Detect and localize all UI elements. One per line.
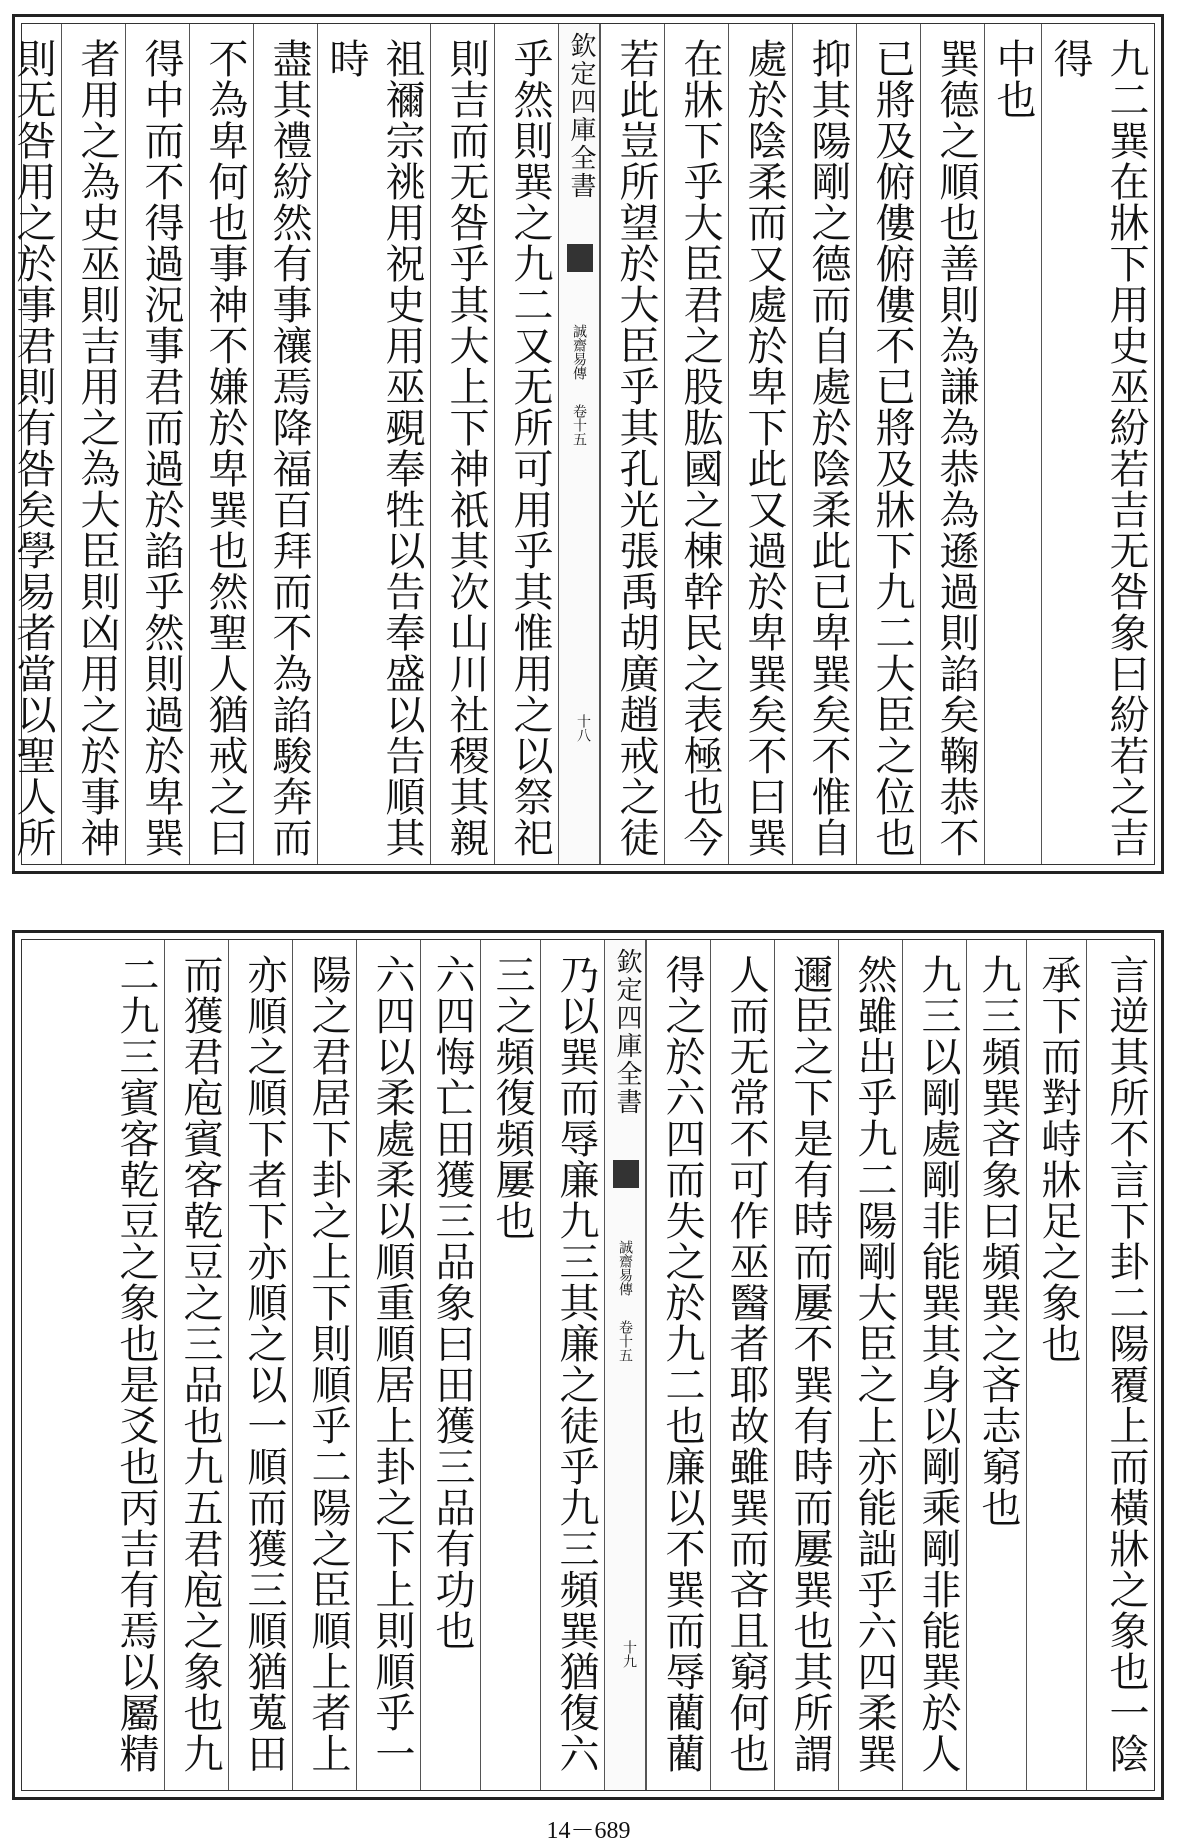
- center-spine: [558, 24, 600, 864]
- text-column: 者用之為史巫則吉用之為大臣則凶用之於事神: [61, 24, 125, 864]
- text-column: 乃以巽而辱廉九三其廉之徒乎九三頻巽猶復六: [540, 940, 604, 1790]
- top-page-columns: [10, 24, 1154, 864]
- text-column: 而獲君庖賓客乾豆之三品也九五君庖之象也九: [164, 940, 228, 1790]
- text-column: 巽德之順也善則為謙為恭為遜過則諂矣鞠恭不: [920, 24, 984, 864]
- text-column: 處於陰柔而又處於卑下此又過於卑巽矣不曰巽: [728, 24, 792, 864]
- text-column: 已將及俯僂俯僂不已將及牀下九二大臣之位也: [856, 24, 920, 864]
- spine-book-name: 誠齋易傳: [571, 324, 587, 380]
- top-page: [12, 14, 1164, 874]
- text-column: 邇臣之下是有時而屢不巽有時而屢巽也其所謂: [774, 940, 838, 1790]
- text-column: 六四悔亡田獲三品象曰田獲三品有功也: [420, 940, 480, 1790]
- text-column: 九三頻巽吝象曰頻巽之吝志窮也: [966, 940, 1026, 1790]
- text-column: 人而无常不可作巫醫者耶故雖巽而吝且窮何也: [710, 940, 774, 1790]
- text-column: 盡其禮紛然有事禳焉降福百拜而不為諂駿奔而: [253, 24, 317, 864]
- text-column: 若此豈所望於大臣乎其孔光張禹胡廣趙戒之徒: [600, 24, 664, 864]
- spine-fish-tail-mark: [567, 244, 593, 272]
- spine-fish-tail-mark: [613, 1160, 639, 1188]
- spine-title: 欽定四庫全書: [566, 32, 596, 200]
- spine-book-name: 誠齋易傳: [617, 1240, 633, 1296]
- spine-volume: 卷十五: [617, 1320, 633, 1362]
- text-column: 二九三賓客乾豆之象也是爻也丙吉有焉以屬精: [113, 954, 159, 1774]
- text-column: 得之於六四而失之於九二也廉以不巽而辱藺藺: [646, 940, 710, 1790]
- spine-volume: 卷十五: [571, 404, 587, 446]
- text-column: 抑其陽剛之德而自處於陰柔此已卑巽矣不惟自: [792, 24, 856, 864]
- bottom-page: [12, 930, 1164, 1800]
- spine-folio: 十八: [575, 714, 591, 742]
- text-column: 承下而對峙牀足之象也: [1026, 940, 1086, 1790]
- text-column: 三之頻復頻屢也: [480, 940, 540, 1790]
- text-column: 乎然則巽之九二又无所可用乎其惟用之以祭祀: [494, 24, 558, 864]
- center-spine: [604, 940, 646, 1790]
- text-column: 則吉而无咎乎其大上下神祇其次山川社稷其親: [430, 24, 494, 864]
- text-column: 亦順之順下者下亦順之以一順而獲三順猶蒐田: [228, 940, 292, 1790]
- spine-title: 欽定四庫全書: [612, 948, 642, 1116]
- text-column: 得中而不得過況事君而過於諂乎然則過於卑巽: [125, 24, 189, 864]
- text-column: 陽之君居下卦之上下則順乎二陽之臣順上者上: [292, 940, 356, 1790]
- text-column: 不為卑何也事神不嫌於卑巽也然聖人猶戒之曰: [189, 24, 253, 864]
- bottom-page-frame: [21, 939, 1155, 1791]
- text-column: 言逆其所不言下卦二陽覆上而橫牀之象也一陰: [1086, 940, 1154, 1790]
- text-column: 九二巽在牀下用史巫紛若吉无咎象曰紛若之吉得: [1041, 24, 1154, 864]
- text-column: 然雖出乎九二陽剛大臣之上亦能詘乎六四柔巽: [838, 940, 902, 1790]
- spine-folio: 十九: [621, 1640, 637, 1668]
- text-column: 九三以剛處剛非能巽其身以剛乘剛非能巽於人: [902, 940, 966, 1790]
- bottom-page-columns: [22, 940, 1154, 1790]
- top-page-frame: [10, 23, 1155, 865]
- text-column: 在牀下乎大臣君之股肱國之棟幹民之表極也今: [664, 24, 728, 864]
- text-column: 六四以柔處柔以順重順居上卦之下上則順乎一: [356, 940, 420, 1790]
- text-column: 則无咎用之於事君則有咎矣學易者當以聖人所: [10, 38, 56, 858]
- text-column: 祖禰宗祧用祝史用巫覡奉牲以告奉盛以告順其時: [317, 24, 430, 864]
- text-column: 中也: [984, 24, 1041, 864]
- page-number: 14－689: [546, 1818, 631, 1844]
